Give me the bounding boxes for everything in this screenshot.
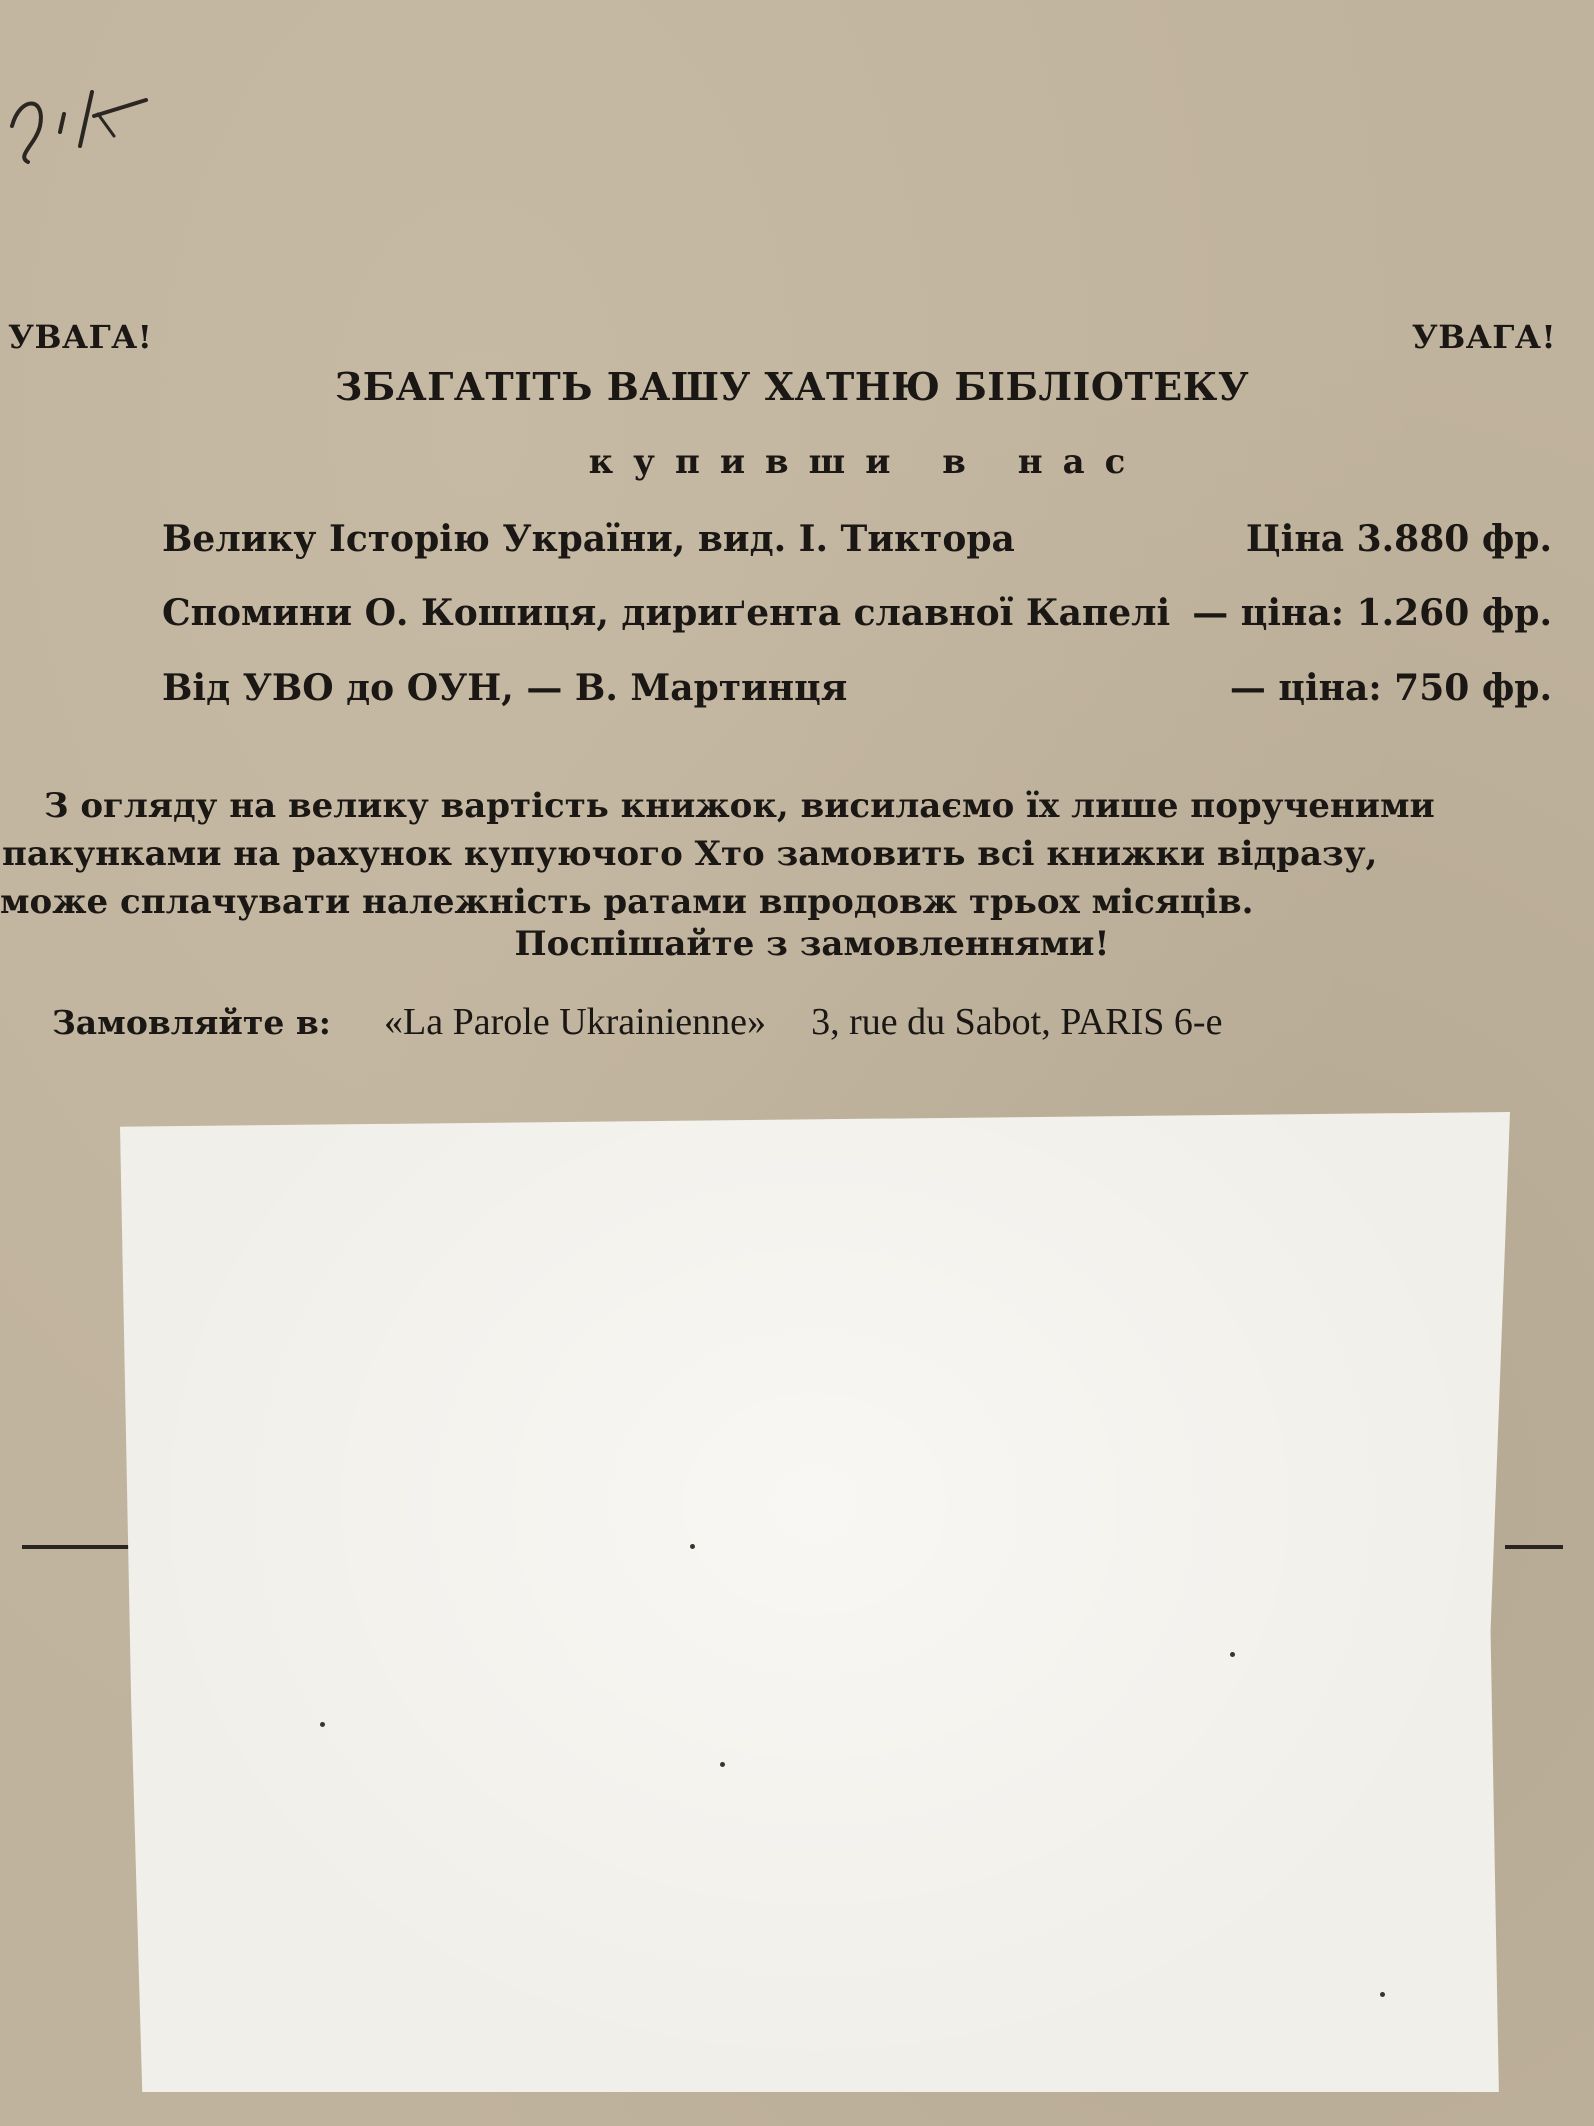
rule-right <box>1505 1545 1563 1549</box>
paper-speck <box>720 1762 725 1767</box>
shipping-notice <box>0 782 1560 926</box>
paper-speck <box>320 1722 325 1727</box>
publisher-name: «La Parole Ukrainienne» <box>384 1001 767 1043</box>
book-row <box>162 518 1552 568</box>
order-info <box>52 1000 1552 1044</box>
call-to-action: Поспішайте з замовленнями! <box>514 924 1110 964</box>
notice-line: З огляду на велику вартість книжок, висилаємо їх лише порученими <box>44 786 1435 826</box>
rule-left <box>22 1545 132 1549</box>
alert-left: УВАГА! <box>8 318 153 356</box>
paper-speck <box>690 1544 695 1549</box>
page-headline: ЗБАГАТІТЬ ВАШУ ХАТНЮ БІБЛІОТЕКУ <box>334 364 1250 409</box>
pasted-paper-label <box>120 1112 1510 2092</box>
book-title: Велику Історію України, вид. І. Тиктора <box>162 518 1015 560</box>
book-row <box>162 667 1552 717</box>
paper-sheen <box>120 1112 1510 2092</box>
book-title: Від УВО до ОУН, — В. Мартинця <box>162 667 848 709</box>
order-label: Замовляйте в: <box>52 1003 331 1042</box>
book-row <box>162 592 1552 642</box>
book-price: — ціна: 750 фр. <box>1229 667 1552 709</box>
alert-right: УВАГА! <box>1411 318 1556 356</box>
page-subheadline: купивши в нас <box>588 442 1146 482</box>
book-price: Ціна 3.880 фр. <box>1245 518 1552 560</box>
book-price: — ціна: 1.260 фр. <box>1192 592 1552 634</box>
publisher-address: 3, rue du Sabot, PARIS 6-e <box>811 1001 1223 1043</box>
paper-speck <box>1380 1992 1385 1997</box>
notice-line: може сплачувати належність ратами впродовж трьох місяців. <box>0 882 1254 922</box>
book-title: Спомини О. Кошиця, дириґента славної Капелі <box>162 592 1171 634</box>
handwritten-mark <box>6 56 156 166</box>
notice-line: пакунками на рахунок купуючого Хто замовить всі книжки відразу, <box>2 834 1378 874</box>
paper-speck <box>1230 1652 1235 1657</box>
